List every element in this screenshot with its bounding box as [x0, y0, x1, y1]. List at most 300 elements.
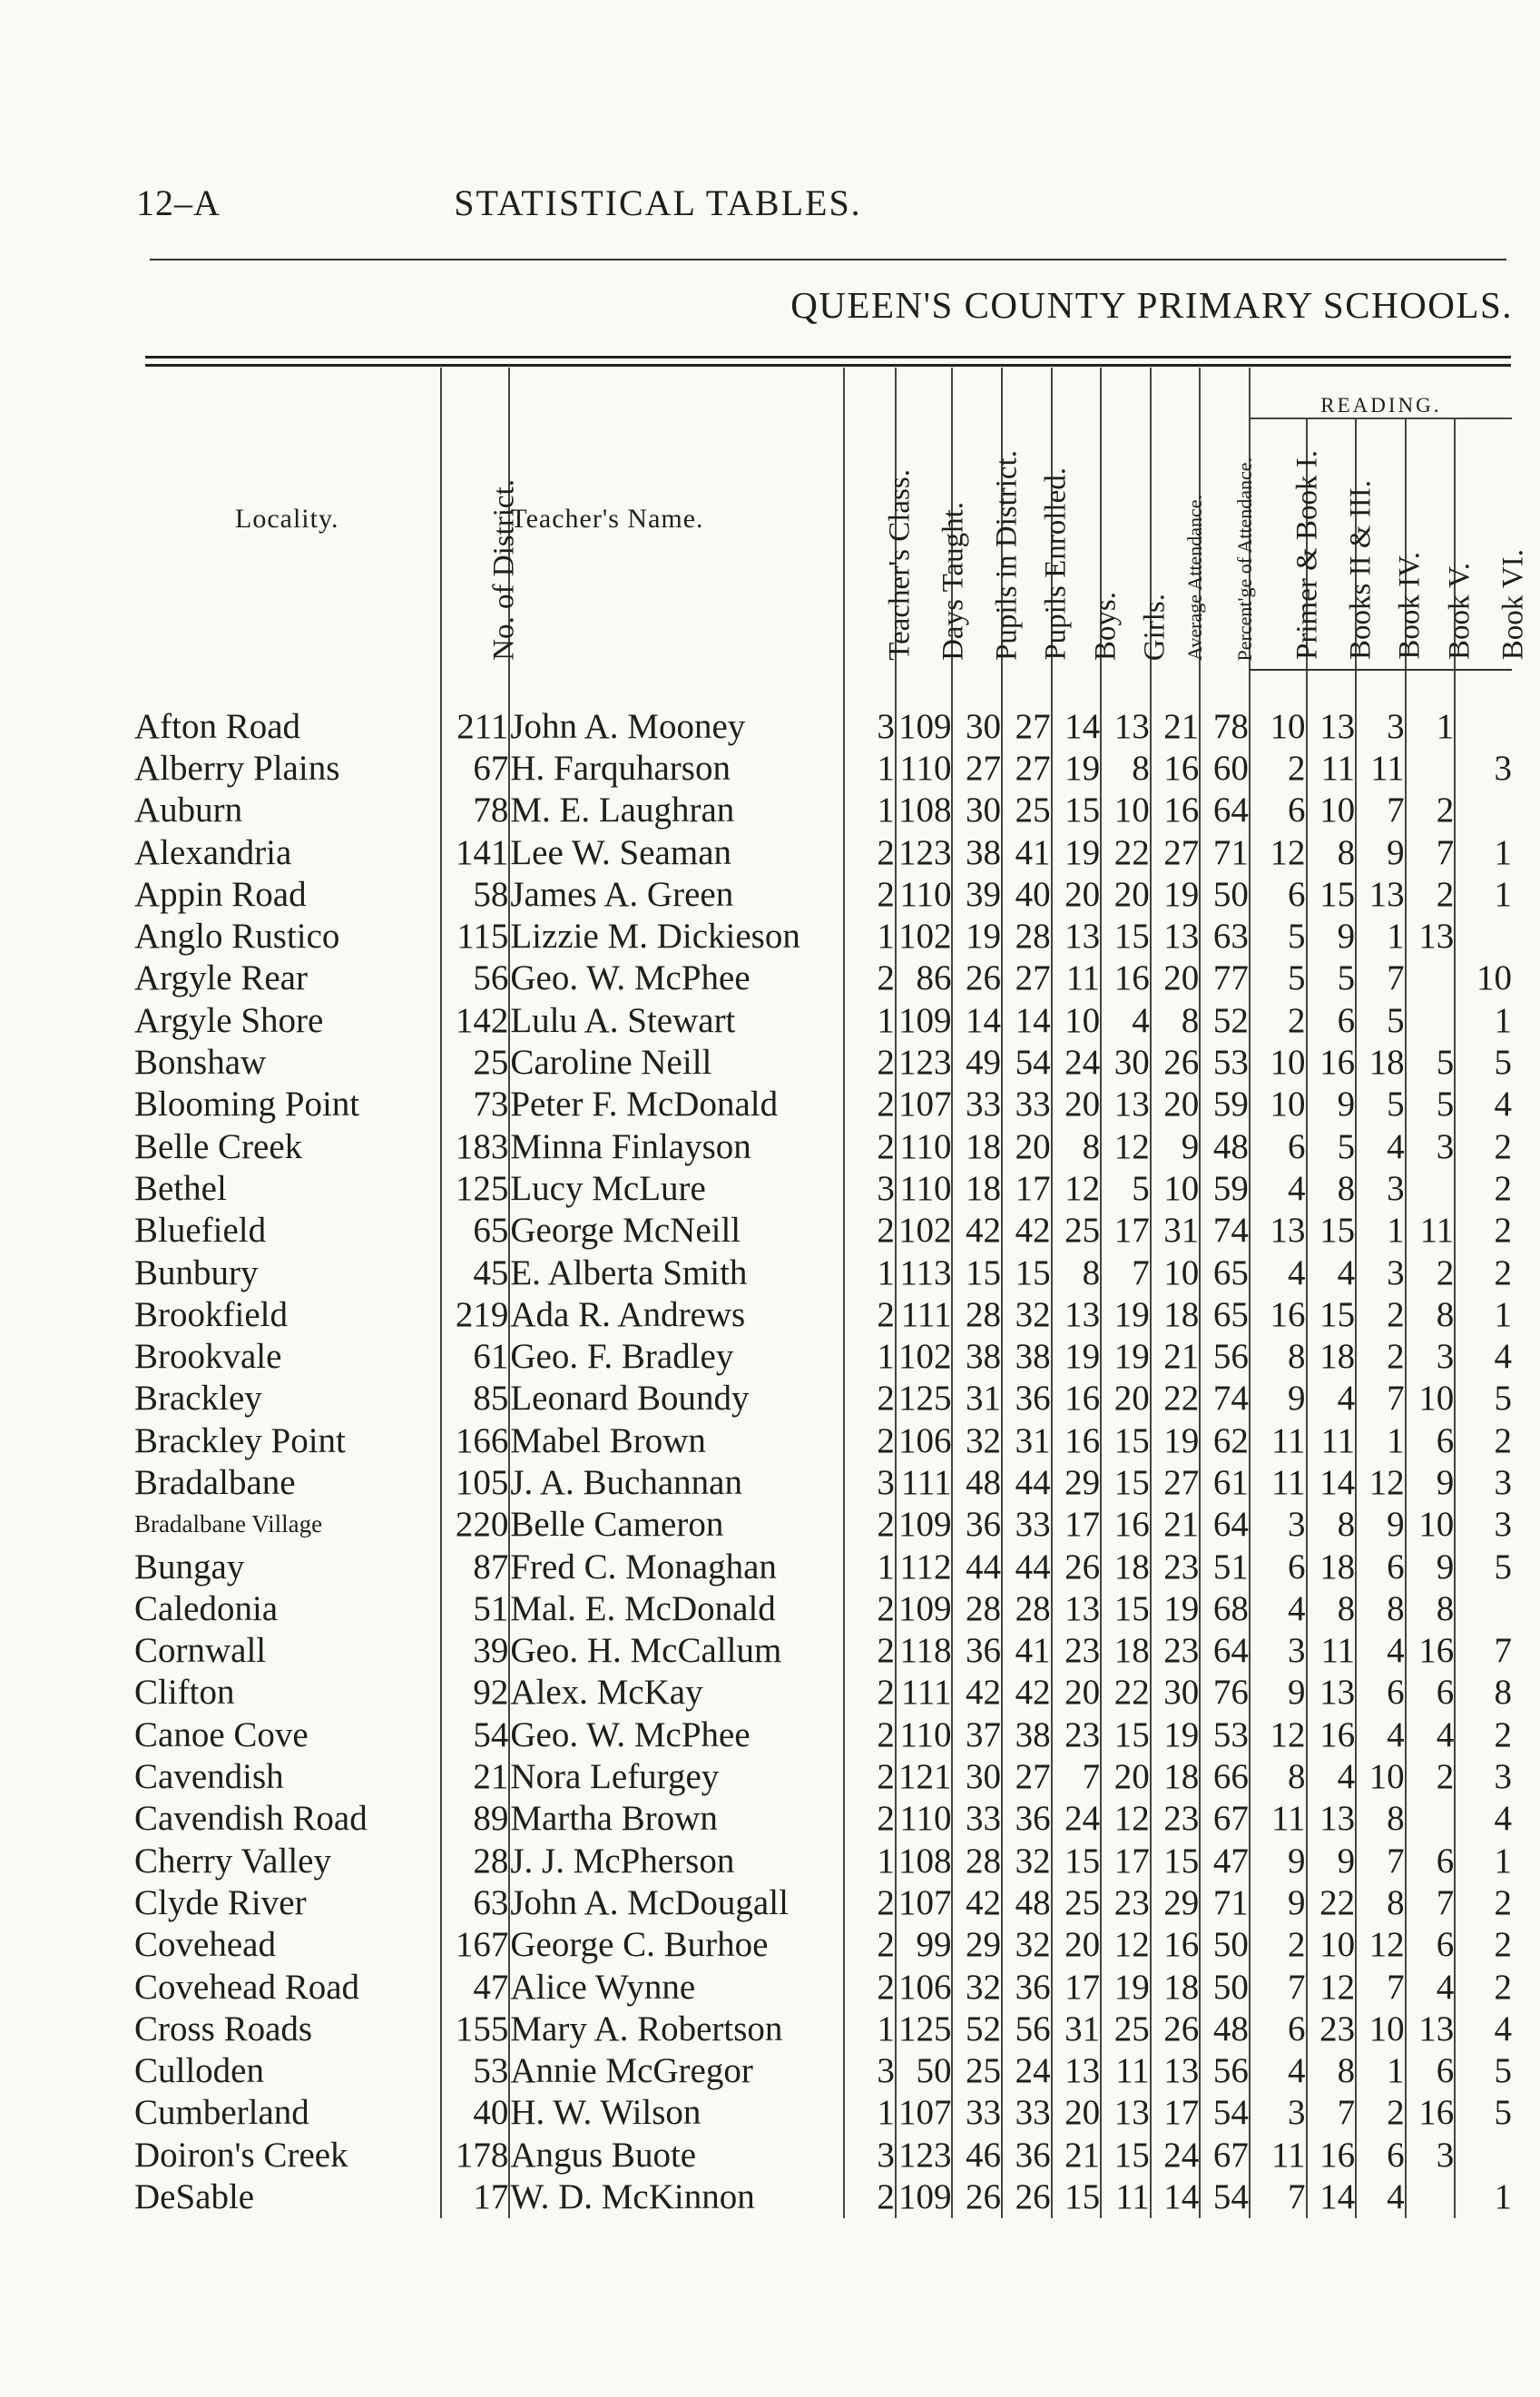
average-attendance-cell: 27 — [1151, 831, 1201, 873]
boys-cell: 25 — [1052, 1210, 1102, 1252]
books-2-3-cell: 10 — [1307, 1924, 1357, 1966]
days-taught-cell: 99 — [896, 1924, 953, 1966]
average-attendance-cell: 29 — [1151, 1881, 1201, 1923]
days-taught-cell: 123 — [896, 2134, 953, 2176]
locality-cell: Doiron's Creek — [134, 2135, 348, 2175]
locality-cell: Canoe Cove — [134, 1714, 309, 1754]
books-2-3-cell: 8 — [1307, 831, 1357, 873]
table-header — [134, 368, 1530, 670]
pupils-in-district-cell: 26 — [952, 958, 1002, 999]
girls-cell: 19 — [1101, 1293, 1151, 1335]
header-reading: READING. — [1250, 368, 1512, 418]
average-attendance-cell: 16 — [1151, 1924, 1201, 1966]
teacher-class-cell: 2 — [844, 1924, 896, 1966]
boys-cell: 7 — [1052, 1755, 1102, 1797]
teacher-class-cell: 1 — [844, 1252, 896, 1293]
teacher-cell: J. J. McPherson — [509, 1840, 844, 1881]
girls-cell: 5 — [1101, 1167, 1151, 1209]
average-attendance-cell: 20 — [1151, 1084, 1201, 1125]
pupils-in-district-cell: 39 — [952, 873, 1002, 915]
percentage-attendance-cell: 52 — [1200, 999, 1250, 1041]
days-taught-cell: 102 — [896, 1335, 953, 1377]
book-4-cell: 12 — [1356, 1924, 1406, 1966]
district-cell: 39 — [441, 1630, 510, 1672]
table-row — [134, 790, 1512, 831]
table-row — [134, 831, 1512, 873]
teacher-class-cell: 1 — [844, 999, 896, 1041]
days-taught-cell: 110 — [896, 1125, 953, 1167]
average-attendance-cell: 17 — [1151, 2092, 1201, 2134]
days-taught-cell: 121 — [896, 1755, 953, 1797]
table-row — [134, 915, 1512, 957]
book-5-cell: 3 — [1406, 1335, 1456, 1377]
teacher-cell: Caroline Neill — [509, 1041, 844, 1083]
percentage-attendance-cell: 50 — [1200, 1924, 1250, 1966]
boys-cell: 29 — [1052, 1461, 1102, 1503]
book-4-cell: 4 — [1356, 2176, 1406, 2217]
table-row — [134, 1798, 1512, 1840]
girls-cell: 15 — [1101, 1714, 1151, 1755]
locality-cell: Argyle Shore — [134, 1000, 324, 1040]
percentage-attendance-cell: 50 — [1200, 873, 1250, 915]
district-cell: 54 — [441, 1714, 510, 1755]
teacher-class-cell: 2 — [844, 1798, 896, 1840]
girls-cell: 15 — [1101, 2134, 1151, 2176]
percentage-attendance-cell: 67 — [1200, 1798, 1250, 1840]
days-taught-cell: 86 — [896, 958, 953, 999]
table-row — [134, 1672, 1512, 1714]
girls-cell: 4 — [1101, 999, 1151, 1041]
percentage-attendance-cell: 77 — [1200, 958, 1250, 999]
book-4-cell: 6 — [1356, 1546, 1406, 1587]
books-2-3-cell: 6 — [1307, 999, 1357, 1041]
boys-cell: 15 — [1052, 2176, 1102, 2217]
teacher-cell: Mary A. Robertson — [509, 2008, 844, 2049]
boys-cell: 10 — [1052, 999, 1102, 1041]
book-5-cell: 2 — [1406, 1755, 1456, 1797]
locality-cell: Caledonia — [134, 1588, 279, 1628]
book-5-cell: 13 — [1406, 2008, 1456, 2049]
teacher-cell: H. W. Wilson — [509, 2092, 844, 2134]
locality-cell: Brackley Point — [134, 1420, 346, 1460]
days-taught-cell: 125 — [896, 1378, 953, 1420]
pupils-enrolled-cell: 56 — [1002, 2008, 1052, 2049]
girls-cell: 17 — [1101, 1210, 1151, 1252]
book-5-cell — [1406, 1798, 1456, 1840]
book-6-cell: 10 — [1455, 958, 1512, 999]
boys-cell: 20 — [1052, 873, 1102, 915]
locality-cell: Cavendish — [134, 1757, 284, 1797]
book-5-cell: 6 — [1406, 1420, 1456, 1461]
header-girls: Girls. — [1101, 368, 1151, 670]
locality-cell: Brackley — [134, 1379, 262, 1419]
table-row — [134, 2092, 1512, 2134]
district-cell: 219 — [441, 1293, 510, 1335]
boys-cell: 16 — [1052, 1420, 1102, 1461]
district-cell: 167 — [441, 1924, 510, 1966]
pupils-enrolled-cell: 44 — [1002, 1546, 1052, 1587]
district-cell: 105 — [441, 1461, 510, 1503]
locality-cell: Bunbury — [134, 1253, 259, 1292]
days-taught-cell: 102 — [896, 1210, 953, 1252]
book-5-cell: 3 — [1406, 1125, 1456, 1167]
teacher-class-cell: 1 — [844, 790, 896, 831]
book-4-cell: 2 — [1356, 1335, 1406, 1377]
girls-cell: 20 — [1101, 1378, 1151, 1420]
header-pupils-enrolled: Pupils Enrolled. — [1002, 368, 1052, 670]
teacher-cell: Annie McGregor — [509, 2050, 844, 2092]
days-taught-cell: 106 — [896, 1420, 953, 1461]
teacher-cell: Lulu A. Stewart — [509, 999, 844, 1041]
book-4-cell: 11 — [1356, 747, 1406, 789]
days-taught-cell: 108 — [896, 790, 953, 831]
pupils-enrolled-cell: 20 — [1002, 1125, 1052, 1167]
boys-cell: 13 — [1052, 2050, 1102, 2092]
pupils-enrolled-cell: 17 — [1002, 1167, 1052, 1209]
teacher-class-cell: 3 — [844, 2134, 896, 2176]
table-row — [134, 1378, 1512, 1420]
header-average-attendance: Average Attendance. — [1151, 368, 1201, 670]
percentage-attendance-cell: 53 — [1200, 1714, 1250, 1755]
days-taught-cell: 109 — [896, 1587, 953, 1629]
table-row — [134, 1252, 1512, 1293]
pupils-enrolled-cell: 41 — [1002, 1630, 1052, 1672]
boys-cell: 20 — [1052, 1672, 1102, 1714]
locality-cell: Bradalbane Village — [134, 1510, 323, 1538]
table-row — [134, 1714, 1512, 1755]
book-6-cell: 1 — [1455, 831, 1512, 873]
books-2-3-cell: 15 — [1307, 1293, 1357, 1335]
boys-cell: 14 — [1052, 705, 1102, 747]
teacher-cell: Belle Cameron — [509, 1504, 844, 1546]
primer-book-1-cell: 16 — [1250, 1293, 1307, 1335]
district-cell: 58 — [441, 873, 510, 915]
book-4-cell: 9 — [1356, 1504, 1406, 1546]
pupils-in-district-cell: 28 — [952, 1840, 1002, 1881]
books-2-3-cell: 12 — [1307, 1966, 1357, 2008]
district-cell: 125 — [441, 1167, 510, 1209]
boys-cell: 24 — [1052, 1041, 1102, 1083]
locality-cell: Anglo Rustico — [134, 917, 340, 957]
table-row — [134, 2008, 1512, 2049]
books-2-3-cell: 8 — [1307, 1587, 1357, 1629]
average-attendance-cell: 10 — [1151, 1252, 1201, 1293]
books-2-3-cell: 9 — [1307, 1840, 1357, 1881]
table-row — [134, 1546, 1512, 1587]
locality-cell: Clifton — [134, 1673, 235, 1713]
locality-cell: Cumberland — [134, 2093, 309, 2133]
pupils-enrolled-cell: 32 — [1002, 1293, 1052, 1335]
book-6-cell: 4 — [1455, 1335, 1512, 1377]
percentage-attendance-cell: 54 — [1200, 2176, 1250, 2217]
book-6-cell: 2 — [1455, 1125, 1512, 1167]
average-attendance-cell: 31 — [1151, 1210, 1201, 1252]
book-6-cell: 3 — [1455, 747, 1512, 789]
days-taught-cell: 102 — [896, 915, 953, 957]
books-2-3-cell: 18 — [1307, 1335, 1357, 1377]
average-attendance-cell: 22 — [1151, 1378, 1201, 1420]
percentage-attendance-cell: 56 — [1200, 2050, 1250, 2092]
district-cell: 87 — [441, 1546, 510, 1587]
table-row — [134, 1420, 1512, 1461]
teacher-cell: Angus Buote — [509, 2134, 844, 2176]
primer-book-1-cell: 6 — [1250, 1546, 1307, 1587]
days-taught-cell: 110 — [896, 1798, 953, 1840]
primer-book-1-cell: 6 — [1250, 790, 1307, 831]
teacher-class-cell: 3 — [844, 1167, 896, 1209]
pupils-in-district-cell: 36 — [952, 1504, 1002, 1546]
pupils-in-district-cell: 33 — [952, 1798, 1002, 1840]
locality-cell: Clyde River — [134, 1882, 307, 1922]
book-5-cell: 7 — [1406, 1881, 1456, 1923]
days-taught-cell: 125 — [896, 2008, 953, 2049]
percentage-attendance-cell: 64 — [1200, 1630, 1250, 1672]
primer-book-1-cell: 10 — [1250, 1041, 1307, 1083]
books-2-3-cell: 4 — [1307, 1378, 1357, 1420]
pupils-enrolled-cell: 15 — [1002, 1252, 1052, 1293]
district-cell: 65 — [441, 1210, 510, 1252]
teacher-class-cell: 2 — [844, 1672, 896, 1714]
book-4-cell: 1 — [1356, 2050, 1406, 2092]
header-days-taught: Days Taught. — [896, 368, 953, 670]
books-2-3-cell: 11 — [1307, 747, 1357, 789]
days-taught-cell: 110 — [896, 873, 953, 915]
boys-cell: 31 — [1052, 2008, 1102, 2049]
header-book-4: Book IV. — [1356, 418, 1406, 670]
teacher-cell: Nora Lefurgey — [509, 1755, 844, 1797]
book-5-cell: 10 — [1406, 1378, 1456, 1420]
locality-cell: Bonshaw — [134, 1043, 267, 1083]
percentage-attendance-cell: 53 — [1200, 1041, 1250, 1083]
locality-cell: Cross Roads — [134, 2009, 313, 2048]
district-cell: 211 — [441, 705, 510, 747]
teacher-class-cell: 2 — [844, 1125, 896, 1167]
locality-cell: Cavendish Road — [134, 1799, 368, 1839]
days-taught-cell: 107 — [896, 2092, 953, 2134]
book-4-cell: 8 — [1356, 1798, 1406, 1840]
book-6-cell: 4 — [1455, 2008, 1512, 2049]
book-5-cell — [1406, 958, 1456, 999]
pupils-in-district-cell: 37 — [952, 1714, 1002, 1755]
percentage-attendance-cell: 76 — [1200, 1672, 1250, 1714]
boys-cell: 12 — [1052, 1167, 1102, 1209]
average-attendance-cell: 13 — [1151, 2050, 1201, 2092]
teacher-cell: John A. Mooney — [509, 705, 844, 747]
girls-cell: 10 — [1101, 790, 1151, 831]
pupils-enrolled-cell: 14 — [1002, 999, 1052, 1041]
teacher-class-cell: 2 — [844, 1504, 896, 1546]
district-cell: 115 — [441, 915, 510, 957]
teacher-cell: Lee W. Seaman — [509, 831, 844, 873]
primer-book-1-cell: 8 — [1250, 1755, 1307, 1797]
boys-cell: 17 — [1052, 1966, 1102, 2008]
percentage-attendance-cell: 59 — [1200, 1167, 1250, 1209]
percentage-attendance-cell: 48 — [1200, 1125, 1250, 1167]
pupils-in-district-cell: 18 — [952, 1167, 1002, 1209]
teacher-class-cell: 1 — [844, 2092, 896, 2134]
percentage-attendance-cell: 60 — [1200, 747, 1250, 789]
boys-cell: 20 — [1052, 1084, 1102, 1125]
district-cell: 40 — [441, 2092, 510, 2134]
teacher-cell: Fred C. Monaghan — [509, 1546, 844, 1587]
percentage-attendance-cell: 59 — [1200, 1084, 1250, 1125]
pupils-in-district-cell: 32 — [952, 1966, 1002, 2008]
table-row — [134, 999, 1512, 1041]
girls-cell: 25 — [1101, 2008, 1151, 2049]
books-2-3-cell: 5 — [1307, 1125, 1357, 1167]
teacher-cell: Lizzie M. Dickieson — [509, 915, 844, 957]
book-4-cell: 9 — [1356, 831, 1406, 873]
primer-book-1-cell: 2 — [1250, 1924, 1307, 1966]
table-row — [134, 1924, 1512, 1966]
district-cell: 220 — [441, 1504, 510, 1546]
header-rule — [150, 259, 1506, 260]
teacher-cell: E. Alberta Smith — [509, 1252, 844, 1293]
teacher-class-cell: 2 — [844, 1084, 896, 1125]
boys-cell: 13 — [1052, 915, 1102, 957]
header-teacher-class: Teacher's Class. — [844, 368, 896, 670]
book-5-cell — [1406, 1167, 1456, 1209]
book-6-cell: 8 — [1455, 1672, 1512, 1714]
teacher-class-cell: 1 — [844, 747, 896, 789]
books-2-3-cell: 14 — [1307, 2176, 1357, 2217]
teacher-cell: Geo. W. McPhee — [509, 1714, 844, 1755]
average-attendance-cell: 14 — [1151, 2176, 1201, 2217]
pupils-in-district-cell: 42 — [952, 1672, 1002, 1714]
average-attendance-cell: 23 — [1151, 1630, 1201, 1672]
book-4-cell: 8 — [1356, 1881, 1406, 1923]
book-6-cell: 1 — [1455, 873, 1512, 915]
table-row — [134, 1293, 1512, 1335]
boys-cell: 19 — [1052, 1335, 1102, 1377]
books-2-3-cell: 9 — [1307, 915, 1357, 957]
pupils-in-district-cell: 48 — [952, 1461, 1002, 1503]
average-attendance-cell: 19 — [1151, 1714, 1201, 1755]
teacher-cell: W. D. McKinnon — [509, 2176, 844, 2217]
table-row — [134, 873, 1512, 915]
book-5-cell: 6 — [1406, 1672, 1456, 1714]
primer-book-1-cell: 5 — [1250, 958, 1307, 999]
percentage-attendance-cell: 71 — [1200, 1881, 1250, 1923]
average-attendance-cell: 21 — [1151, 1504, 1201, 1546]
days-taught-cell: 110 — [896, 1167, 953, 1209]
days-taught-cell: 107 — [896, 1881, 953, 1923]
header-percentage-attendance: Percent'ge of Attendance. — [1200, 368, 1250, 670]
book-4-cell: 3 — [1356, 705, 1406, 747]
book-6-cell: 2 — [1455, 1924, 1512, 1966]
teacher-class-cell: 2 — [844, 1210, 896, 1252]
book-4-cell: 8 — [1356, 1587, 1406, 1629]
average-attendance-cell: 26 — [1151, 1041, 1201, 1083]
books-2-3-cell: 16 — [1307, 1714, 1357, 1755]
pupils-enrolled-cell: 27 — [1002, 705, 1052, 747]
book-6-cell: 5 — [1455, 2050, 1512, 2092]
girls-cell: 12 — [1101, 1924, 1151, 1966]
locality-cell: Brookvale — [134, 1337, 282, 1377]
pupils-enrolled-cell: 26 — [1002, 2176, 1052, 2217]
pupils-in-district-cell: 46 — [952, 2134, 1002, 2176]
boys-cell: 20 — [1052, 1924, 1102, 1966]
book-4-cell: 13 — [1356, 873, 1406, 915]
teacher-class-cell: 2 — [844, 1420, 896, 1461]
teacher-class-cell: 3 — [844, 705, 896, 747]
book-4-cell: 2 — [1356, 1293, 1406, 1335]
pupils-in-district-cell: 36 — [952, 1630, 1002, 1672]
teacher-class-cell: 2 — [844, 1293, 896, 1335]
book-5-cell: 2 — [1406, 790, 1456, 831]
girls-cell: 19 — [1101, 1335, 1151, 1377]
primer-book-1-cell: 6 — [1250, 2008, 1307, 2049]
book-4-cell: 7 — [1356, 790, 1406, 831]
days-taught-cell: 107 — [896, 1084, 953, 1125]
pupils-enrolled-cell: 54 — [1002, 1041, 1052, 1083]
pupils-in-district-cell: 31 — [952, 1378, 1002, 1420]
district-cell: 183 — [441, 1125, 510, 1167]
girls-cell: 22 — [1101, 831, 1151, 873]
percentage-attendance-cell: 66 — [1200, 1755, 1250, 1797]
book-5-cell — [1406, 2176, 1456, 2217]
book-4-cell: 4 — [1356, 1125, 1406, 1167]
book-5-cell: 3 — [1406, 2134, 1456, 2176]
book-6-cell: 1 — [1455, 2176, 1512, 2217]
pupils-in-district-cell: 26 — [952, 2176, 1002, 2217]
pupils-in-district-cell: 52 — [952, 2008, 1002, 2049]
page-title: STATISTICAL TABLES. — [454, 182, 862, 223]
pupils-in-district-cell: 30 — [952, 790, 1002, 831]
book-6-cell: 2 — [1455, 1167, 1512, 1209]
boys-cell: 13 — [1052, 1293, 1102, 1335]
teacher-cell: Lucy McLure — [509, 1167, 844, 1209]
teacher-class-cell: 1 — [844, 1335, 896, 1377]
girls-cell: 12 — [1101, 1798, 1151, 1840]
primer-book-1-cell: 8 — [1250, 1335, 1307, 1377]
primer-book-1-cell: 10 — [1250, 1084, 1307, 1125]
average-attendance-cell: 16 — [1151, 747, 1201, 789]
days-taught-cell: 109 — [896, 999, 953, 1041]
boys-cell: 21 — [1052, 2134, 1102, 2176]
pupils-enrolled-cell: 27 — [1002, 958, 1052, 999]
pupils-in-district-cell: 33 — [952, 2092, 1002, 2134]
book-6-cell: 3 — [1455, 1755, 1512, 1797]
average-attendance-cell: 27 — [1151, 1461, 1201, 1503]
book-4-cell: 10 — [1356, 1755, 1406, 1797]
boys-cell: 26 — [1052, 1546, 1102, 1587]
primer-book-1-cell: 6 — [1250, 873, 1307, 915]
pupils-enrolled-cell: 24 — [1002, 2050, 1052, 2092]
teacher-cell: Martha Brown — [509, 1798, 844, 1840]
teacher-class-cell: 2 — [844, 1966, 896, 2008]
pupils-in-district-cell: 32 — [952, 1420, 1002, 1461]
locality-cell: Belle Creek — [134, 1126, 303, 1166]
teacher-cell: George McNeill — [509, 1210, 844, 1252]
pupils-in-district-cell: 49 — [952, 1041, 1002, 1083]
boys-cell: 23 — [1052, 1714, 1102, 1755]
average-attendance-cell: 23 — [1151, 1798, 1201, 1840]
percentage-attendance-cell: 64 — [1200, 1504, 1250, 1546]
average-attendance-cell: 19 — [1151, 873, 1201, 915]
book-6-cell: 3 — [1455, 1461, 1512, 1503]
table-row — [134, 958, 1512, 999]
district-cell: 45 — [441, 1252, 510, 1293]
books-2-3-cell: 8 — [1307, 1167, 1357, 1209]
header-book-6: Book VI. — [1455, 418, 1512, 670]
primer-book-1-cell: 6 — [1250, 1125, 1307, 1167]
boys-cell: 19 — [1052, 831, 1102, 873]
average-attendance-cell: 19 — [1151, 1587, 1201, 1629]
book-5-cell: 8 — [1406, 1293, 1456, 1335]
books-2-3-cell: 8 — [1307, 2050, 1357, 2092]
pupils-enrolled-cell: 42 — [1002, 1672, 1052, 1714]
